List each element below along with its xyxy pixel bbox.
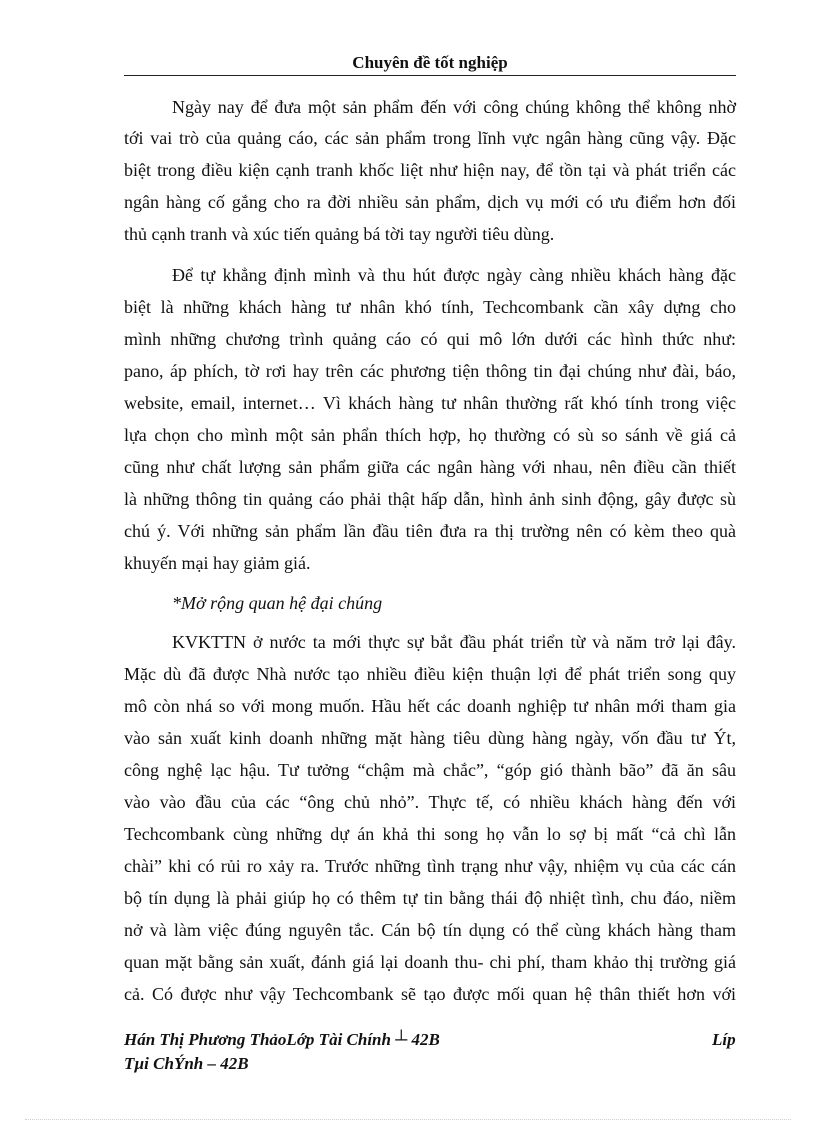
paragraph-line: nở và làm việc đúng nguyên tắc. Cán bộ tín dụng có thể cùng khách hàng tham	[124, 920, 736, 940]
paragraph-line: cả. Có được như vậy Techcombank sẽ tạo được mối quan hệ thân thiết hơn với	[124, 984, 736, 1004]
paragraph-line: bộ tín dụng là phải giúp họ có thêm tự tin bằng thái độ nhiệt tình, chu đáo, niềm	[124, 888, 736, 908]
paragraph-line: chú ý. Với những sản phẩm lần đầu tiên đưa ra thị trường nên có kèm theo quà	[124, 521, 736, 541]
paragraph-line: pano, áp phích, tờ rơi hay trên các phương tiện thông tin đại chúng như đài, báo,	[124, 361, 736, 381]
paragraph-line: quan mặt bằng sản xuất, đánh giá lại doanh thu- chi phí, tham khảo thị trường giá	[124, 952, 736, 972]
paragraph-line: khuyến mại hay giảm giá.	[124, 553, 311, 573]
paragraph-line: biệt trong điều kiện cạnh tranh khốc liệt như hiện nay, để tồn tại và phát triển các	[124, 160, 736, 180]
page-bottom-edge	[25, 1119, 791, 1120]
paragraph-line: là những thông tin quảng cáo phải thật hấp dẫn, hình ảnh sinh động, gây được sù	[124, 489, 736, 509]
paragraph-line: vào vào đầu của các “ông chủ nhỏ”. Thực tế, có nhiều khách hàng đến với	[124, 792, 736, 812]
paragraph-line: mình những chương trình quảng cáo có qui mô lớn dưới các hình thức như:	[124, 329, 736, 349]
paragraph-line: KVKTTN ở nước ta mới thực sự bắt đầu phát triển từ và năm trở lại đây.	[172, 632, 736, 652]
header-divider	[124, 75, 736, 76]
paragraph-line: tới vai trò của quảng cáo, các sản phẩm trong lĩnh vực ngân hàng cũng vậy. Đặc	[124, 128, 736, 148]
paragraph-line: Mặc dù đã được Nhà nước tạo nhiều điều kiện thuận lợi để phát triển song quy	[124, 664, 736, 684]
paragraph-line: Ngày nay để đưa một sản phẩm đến với công chúng không thể không nhờ	[172, 97, 736, 117]
paragraph-line: thủ cạnh tranh và xúc tiến quảng bá tời tay người tiêu dùng.	[124, 224, 555, 244]
paragraph-line: Để tự khẳng định mình và thu hút được ngày càng nhiều khách hàng đặc	[172, 265, 736, 285]
paragraph-line: mô còn nhá so với mong muốn. Hầu hết các doanh nghiệp tư nhân mới tham gia	[124, 696, 736, 716]
paragraph-line: vào sản xuất kinh doanh những mặt hàng tiêu dùng hàng ngày, vốn đầu tư Ýt,	[124, 728, 736, 748]
paragraph-line: công nghệ lạc hậu. Tư tưởng “chậm mà chắc”, “góp gió thành bão” đã ăn sâu	[124, 760, 736, 780]
paragraph-line: ngân hàng cố gắng cho ra đời nhiều sản phẩm, dịch vụ mới có ưu điểm hơn đối	[124, 192, 736, 212]
paragraph-line: chài” khi có rủi ro xảy ra. Trước những tình trạng như vậy, nhiệm vụ của các cán	[124, 856, 736, 876]
paragraph-line: website, email, internet… Vì khách hàng tư nhân thường rất khó tính trong việc	[124, 393, 736, 413]
paragraph-line: cũng như chất lượng sản phẩm giữa các ngân hàng với nhau, nên điều cần thiết	[124, 457, 736, 477]
paragraph-line: lựa chọn cho mình một sản phẩn thích hợp, họ thường có sù so sánh về giá cả	[124, 425, 736, 445]
footer-right-text: Líp	[712, 1030, 736, 1049]
page-header-title: Chuyên đề tốt nghiệp	[352, 53, 508, 72]
paragraph-line: biệt là những khách hàng tư nhân khó tính, Techcombank cần xây dựng cho	[124, 297, 736, 317]
section-subheading: *Mở rộng quan hệ đại chúng	[172, 593, 383, 613]
paragraph-line: Techcombank cùng những dự án khả thi song họ vẫn lo sợ bị mất “cả chì lẫn	[124, 824, 736, 844]
footer-class-line: Tµi ChÝnh – 42B	[124, 1054, 249, 1073]
footer-author-class: Hán Thị Phương ThảoLớp Tài Chính ┴ 42B	[124, 1030, 440, 1049]
